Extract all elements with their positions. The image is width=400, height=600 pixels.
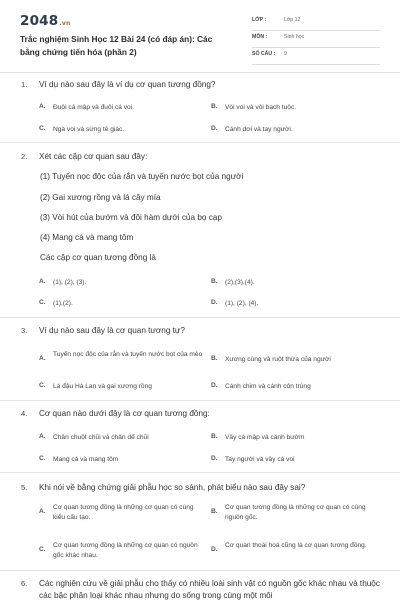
page-title: Trắc nghiệm Sinh Học 12 Bài 24 (có đáp án): Các bằng chứng tiến hóa (phần 2) <box>20 34 213 57</box>
option-label: A. <box>39 508 46 515</box>
option-text: Chân chuột chũi và chân dế chũi <box>53 434 149 441</box>
option-text: (1), (2), (3). <box>53 279 87 286</box>
option-text: Vòi voi và vòi bạch tuộc. <box>225 104 297 111</box>
statement-prompt: Các cặp cơ quan tương đồng là <box>40 253 156 262</box>
option-text: Cánh dơi và tay người. <box>225 126 293 133</box>
meta-row-class <box>252 14 380 31</box>
question-text: Cơ quan nào dưới đây là cơ quan tương đồng: <box>39 409 210 418</box>
logo-tld: .vn <box>59 20 71 27</box>
question-text: Khi nói về bằng chứng giải phẫu học so sánh, phát biểu nào sau đây sai? <box>39 483 306 492</box>
option-label: A. <box>39 278 46 285</box>
question-text: Ví dụ nào sau đây là ví dụ cơ quan tương đồng? <box>39 80 216 89</box>
option-text: Ngà voi và sừng tê giác. <box>53 126 125 133</box>
option-text: Lá đậu Hà Lan và gai xương rồng <box>53 383 152 390</box>
question-divider <box>0 570 400 571</box>
question-number: 3. <box>21 326 28 335</box>
option-label: B. <box>211 433 218 440</box>
question-divider <box>0 142 400 143</box>
option-text: Xương cùng và ruột thừa của người <box>225 356 331 363</box>
option-text: Tay người và vây cá voi <box>225 456 295 463</box>
question-text: Các nghiên cứu về giải phẫu cho thấy có nhiều loài sinh vật có nguồn gốc khác nhau và thuộc các bậc phân loại khác nhau nhưng do sống trong cùng một môi <box>39 579 380 600</box>
option-label: B. <box>211 103 218 110</box>
option-label: B. <box>211 278 218 285</box>
meta-value: Sinh học <box>284 34 305 40</box>
meta-table <box>252 14 380 65</box>
meta-row-count <box>252 48 380 65</box>
option-text: Cơ quan thoái hoá cũng là cơ quan tương đồng. <box>225 542 367 549</box>
option-label: D. <box>211 125 218 132</box>
question-number: 6. <box>21 579 28 588</box>
option-label: D. <box>211 546 218 553</box>
meta-key: SỐ CÂU : <box>252 51 276 57</box>
option-text: Cơ quan tương đồng là những cơ quan có cùng nguồn gốc. <box>225 504 366 521</box>
option-label: C. <box>39 546 46 553</box>
question-divider <box>0 317 400 318</box>
meta-key: LỚP : <box>252 17 267 23</box>
question-divider <box>0 400 400 401</box>
meta-value: 9 <box>284 51 287 57</box>
option-label: D. <box>211 455 218 462</box>
option-text: Vây cá mập và cánh bướm <box>225 434 305 441</box>
option-label: C. <box>39 299 46 306</box>
option-text: Mang cá và mang tôm <box>53 456 119 463</box>
statement-3: (3) Vòi hút của bướm và đôi hàm dưới của bọ cạp <box>40 213 222 222</box>
meta-row-subject <box>252 31 380 48</box>
option-text: Cơ quan tương đồng là những cơ quan có nguồn gốc khác nhau. <box>53 542 198 559</box>
option-text: Cơ quan tương đồng là những cơ quan có cùng kiểu cấu tạo. <box>53 504 194 521</box>
question-divider <box>0 472 400 473</box>
option-label: C. <box>39 455 46 462</box>
question-text: Xét các cặp cơ quan sau đây: <box>39 152 148 161</box>
meta-key: MÔN : <box>252 34 268 40</box>
option-text: Đuôi cá mập và đuôi cá voi. <box>53 104 134 111</box>
option-label: C. <box>39 125 46 132</box>
site-logo[interactable] <box>20 13 70 29</box>
question-number: 1. <box>21 80 28 89</box>
statement-2: (2) Gai xương rồng và lá cây mía <box>40 193 161 202</box>
option-text: Tuyến nọc độc của rắn và tuyến nước bọt của mèo <box>53 351 203 358</box>
document-header <box>0 0 400 70</box>
option-label: D. <box>211 299 218 306</box>
option-label: A. <box>39 103 46 110</box>
option-text: (1), (2), (4). <box>225 300 259 307</box>
question-number: 5. <box>21 483 28 492</box>
option-text: Cánh chim và cánh côn trùng <box>225 383 311 390</box>
meta-value: Lớp 12 <box>284 17 301 23</box>
option-label: C. <box>39 382 46 389</box>
option-label: B. <box>211 355 218 362</box>
header-divider <box>0 72 400 73</box>
option-label: A. <box>39 355 46 362</box>
question-number: 4. <box>21 409 28 418</box>
option-text: (2),(3),(4). <box>225 279 255 286</box>
question-number: 2. <box>21 152 28 161</box>
logo-main: 2048 <box>20 13 59 29</box>
option-label: A. <box>39 433 46 440</box>
statement-4: (4) Mang cá và mang tôm <box>40 233 134 242</box>
statement-1: (1) Tuyến nọc độc của rắn và tuyến nước bọt của người <box>40 172 244 181</box>
option-label: B. <box>211 508 218 515</box>
option-label: D. <box>211 382 218 389</box>
option-text: (1),(2). <box>53 300 73 307</box>
question-text: Ví dụ nào sau đây là cơ quan tương tự? <box>39 326 185 335</box>
